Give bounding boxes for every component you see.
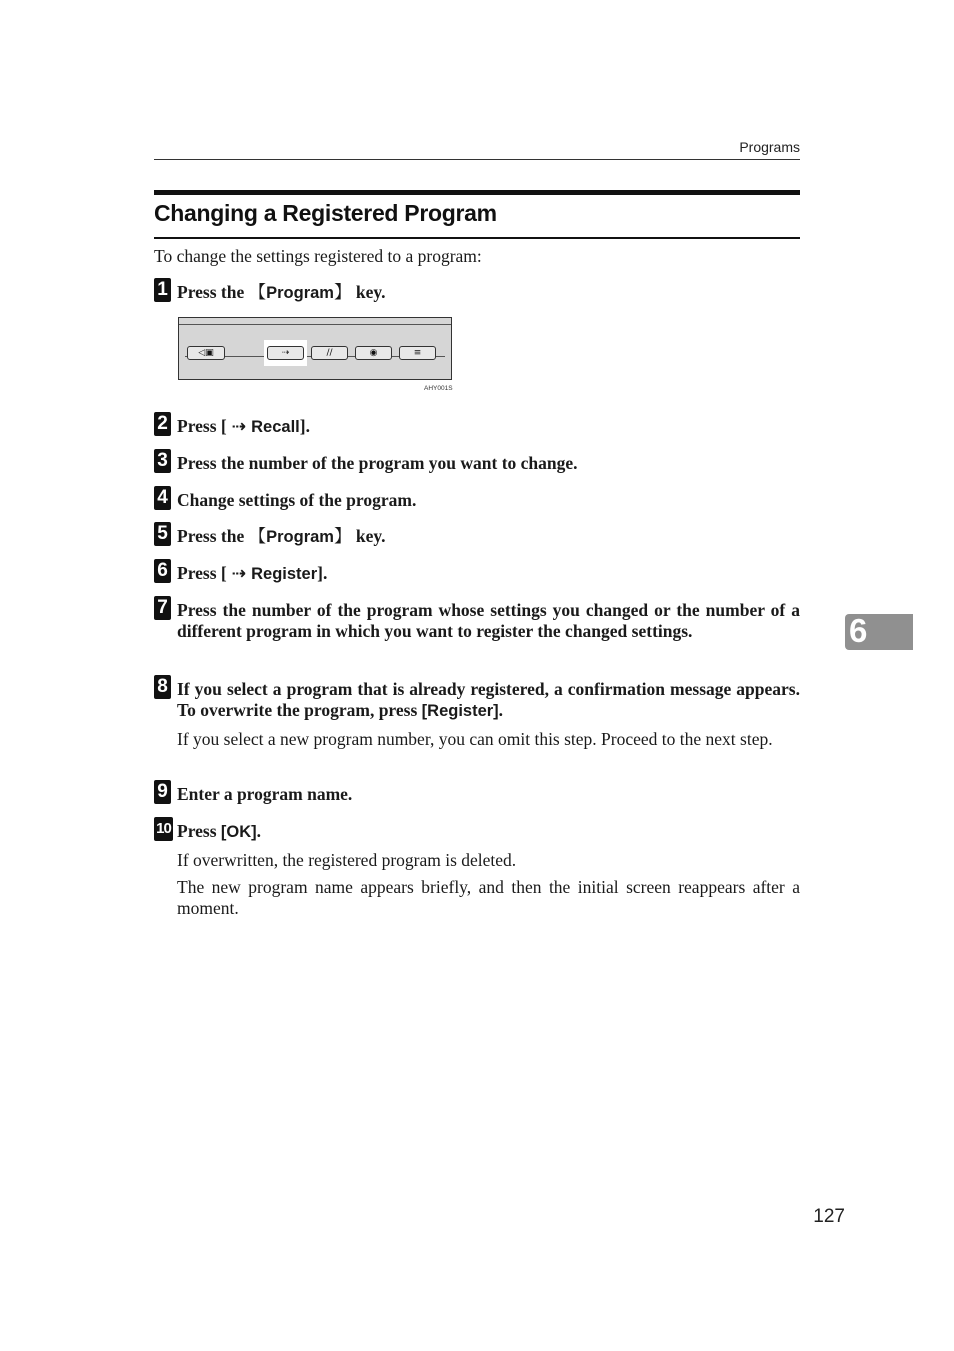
step-number: 6 <box>154 559 171 583</box>
step-text: Press [ ⇢ Register]. <box>177 563 328 583</box>
step-number: 4 <box>154 486 171 510</box>
program-key-label: Program <box>266 284 334 302</box>
section-bottom-rule <box>154 237 800 239</box>
figure-caption: AHY001S <box>424 385 453 392</box>
interrupt-key-icon: ◉ <box>355 346 392 360</box>
running-header: Programs <box>739 139 800 155</box>
recall-arrow-icon: ⇢ <box>226 416 252 436</box>
control-panel-illustration <box>178 317 452 380</box>
step-number: 3 <box>154 449 171 473</box>
energy-saver-key-icon: ≡ <box>399 346 436 360</box>
step-number: 1 <box>154 278 171 302</box>
program-key-icon: ⇢ <box>267 346 304 360</box>
chapter-number: 6 <box>849 612 868 649</box>
intro-text: To change the settings registered to a program: <box>154 246 482 266</box>
step-10-note-2: The new program name appears briefly, and then the initial screen reappears after a moment. <box>177 877 800 918</box>
step-number: 10 <box>154 817 173 841</box>
step-text: Change settings of the program. <box>177 490 417 510</box>
step-text: If you select a program that is already registered, a confirmation message appears. To overwrite the program, press [Register]. <box>177 679 800 720</box>
section-top-rule <box>154 190 800 195</box>
step-number: 5 <box>154 522 171 546</box>
step-text: Press the 【Program】 key. <box>177 282 386 303</box>
step-number: 9 <box>154 780 171 804</box>
program-key-label: Program <box>266 528 334 546</box>
step-text: Press the number of the program whose settings you changed or the number of a different program in which you want to register the changed settings. <box>177 600 800 641</box>
section-title: Changing a Registered Program <box>154 200 497 226</box>
ok-key-label: [OK] <box>220 823 257 841</box>
step-8-note: If you select a new program number, you can omit this step. Proceed to the next step. <box>177 729 773 749</box>
clear-modes-key-icon: // <box>311 346 348 360</box>
step-10-note-1: If overwritten, the registered program is deleted. <box>177 850 517 870</box>
register-arrow-icon: ⇢ <box>226 563 252 583</box>
step-text: Press the number of the program you want to change. <box>177 453 578 473</box>
register-key-label: [Register] <box>421 702 499 720</box>
step-text: Press [OK]. <box>177 821 262 841</box>
step-number: 2 <box>154 412 171 436</box>
step-text: Press [ ⇢ Recall]. <box>177 416 310 436</box>
chapter-tab <box>845 614 913 650</box>
step-number: 7 <box>154 596 171 620</box>
step-text: Press the 【Program】 key. <box>177 526 386 547</box>
display-key-icon: ◁▣ <box>187 346 225 360</box>
register-key-label: Register <box>251 565 318 583</box>
recall-key-label: Recall <box>251 418 300 436</box>
header-rule <box>154 159 800 160</box>
page-number: 127 <box>813 1206 845 1227</box>
step-number: 8 <box>154 675 171 699</box>
step-text: Enter a program name. <box>177 784 353 804</box>
